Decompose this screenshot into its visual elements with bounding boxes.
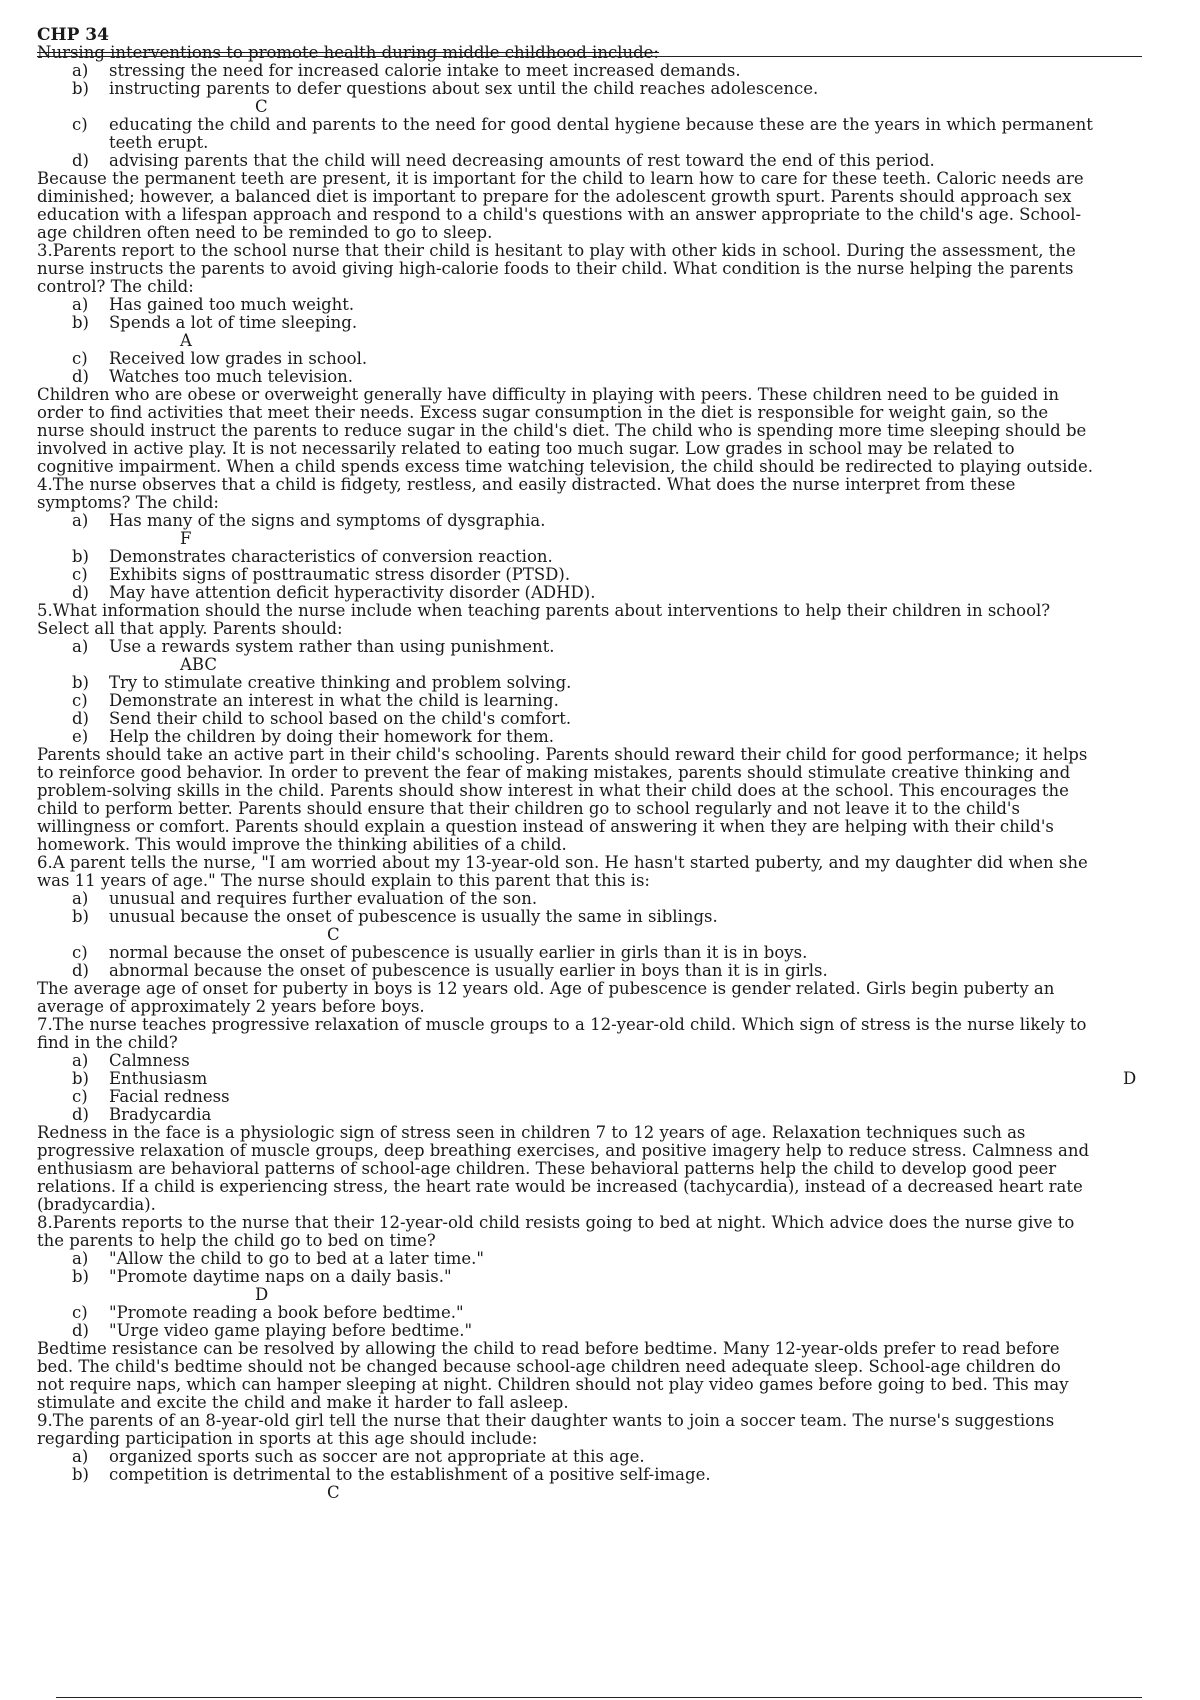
q5-answer: ABC bbox=[180, 655, 217, 674]
top-rule bbox=[37, 56, 1142, 57]
q7-stem: 7.The nurse teaches progressive relaxation of muscle groups to a 12-year-old child. Which sign of stress is the nurse likely to find in the child? bbox=[37, 1015, 1087, 1052]
q8-stem: 8.Parents reports to the nurse that their 12-year-old child resists going to bed at night. Which advice does the nurse give to the parents to help the child go to bed on time? bbox=[37, 1213, 1075, 1250]
q3-answer: A bbox=[180, 331, 192, 350]
bottom-rule bbox=[56, 1697, 1142, 1698]
chapter-title: CHP 34 bbox=[37, 25, 109, 45]
q7-answer: D bbox=[1123, 1069, 1137, 1088]
q3-stem: 3.Parents report to the school nurse that their child is hesitant to play with other kids in school. During the assessment, the nurse instructs the parents to avoid giving high-calorie foods to their child. What condition is the nurse helping the parents control? The child: bbox=[37, 241, 1076, 296]
q9-answer: C bbox=[327, 1483, 340, 1502]
q2-rationale: Because the permanent teeth are present, it is important for the child to learn how to care for these teeth. Caloric needs are diminished; however, a balanced diet is important to prepare for the adolescent growth spurt. Parents should approach sex education with a lifespan approach and respond to a child's questions with an answer appropriate to the child's age. School- age children often need to be reminded to go to sleep. bbox=[37, 169, 1084, 242]
q9-stem: 9.The parents of an 8-year-old girl tell the nurse that their daughter wants to join a soccer team. The nurse's suggestions regarding participation in sports at this age should include: bbox=[37, 1411, 1055, 1448]
q6-stem: 6.A parent tells the nurse, "I am worried about my 13-year-old son. He hasn't started puberty, and my daughter did when she was 11 years of age." The nurse should explain to this parent that this is: bbox=[37, 853, 1088, 890]
q2-answer: C bbox=[255, 97, 268, 116]
q3-rationale: Children who are obese or overweight generally have difficulty in playing with peers. These children need to be guided in order to find activities that meet their needs. Excess sugar consumption in the diet is responsible for weight gain, so the nurse should instruct the parents to reduce sugar in the child's diet. The child who is spending more time sleeping should be involved in active play. It is not necessarily related to eating too much sugar. Low grades in school may be related to cognitive impairment. When a child spends excess time watching television, the child should be redirected to playing outside. bbox=[37, 385, 1093, 476]
q8-rationale: Bedtime resistance can be resolved by allowing the child to read before bedtime. Many 12-year-olds prefer to read before bed. The child's bedtime should not be changed because school-age children need adequate sleep. School-age children do not require naps, which can hamper sleeping at night. Children should not play video games before going to bed. This may stimulate and excite the child and make it harder to fall asleep. bbox=[37, 1339, 1069, 1412]
q4-stem: 4.The nurse observes that a child is fidgety, restless, and easily distracted. What does the nurse interpret from these symptoms? The child: bbox=[37, 475, 1016, 512]
question-2-stem: Nursing interventions to promote health during middle childhood include: bbox=[37, 43, 659, 62]
q8-answer: D bbox=[255, 1285, 269, 1304]
q5-stem: 5.What information should the nurse include when teaching parents about interventions to help their children in school? Select all that apply. Parents should: bbox=[37, 601, 1051, 638]
q7-rationale: Redness in the face is a physiologic sign of stress seen in children 7 to 12 years of age. Relaxation techniques such as progressive relaxation of muscle groups, deep breathing exercises, and positive imagery help to reduce stress. Calmness and enthusiasm are behavioral patterns of school-age children. These behavioral patterns help the child to develop good peer relations. If a child is experiencing stress, the heart rate would be increased (tachycardia), instead of a decreased heart rate (bradycardia). bbox=[37, 1123, 1090, 1214]
q6-answer: C bbox=[327, 925, 340, 944]
q5-rationale: Parents should take an active part in their child's schooling. Parents should reward their child for good performance; it helps to reinforce good behavior. In order to prevent the fear of making mistakes, parents should stimulate creative thinking and problem-solving skills in the child. Parents should show interest in what their child does at the school. This encourages the child to perform better. Parents should ensure that their children go to school regularly and not leave it to the child's willingness or comfort. Parents should explain a question instead of answering it when they are helping with their child's homework. This would improve the thinking abilities of a child. bbox=[37, 745, 1088, 854]
q6-rationale: The average age of onset for puberty in boys is 12 years old. Age of pubescence is gender related. Girls begin puberty an average of approximately 2 years before boys. bbox=[37, 979, 1055, 1016]
q4-answer: F bbox=[180, 529, 192, 548]
document-page: CHP 34 Nursing interventions to promote health during middle childhood include: a) stressing the need for increased calorie intake to meet increased demands. b) instructing parents to defer questions about sex until the child reaches adolescence. C c) educating the child and parents to the need for good dental hygiene because these are the years in which permanent teeth erupt. d) advising parents that the child will need decreasing amounts of rest toward the end of this period. Because the permanent teeth are present, it is important for the child to learn how to care for these teeth. Caloric needs are diminished; however, a balanced diet is important to prepare for the adolescent growth spurt. Parents should approach sex education with a lifespan approach and respond to a child's questions with an answer appropriate to the child's age. School- age children often need to be reminded to go to sleep. 3.Parents report to the school nurse that their child is hesitant to play with other kids in school. During the assessment, the nurse instructs the parents to avoid giving high-calorie foods to their child. What condition is the nurse helping the parents control? The child: a) Has gained too much weight. b) Spends a lot of time sleeping. A c) Received low grades in school. d) Watches too much television. Children who are obese or overweight generally have difficulty in playing with peers. These children need to be guided in order to find activities that meet their needs. Excess sugar consumption in the diet is responsible for weight gain, so the nurse should instruct the parents to reduce sugar in the child's diet. The child who is spending more time sleeping should be involved in active play. It is not necessarily related to eating too much sugar. Low grades in school may be related to cognitive impairment. When a child spends excess time watching television, the child should be redirected to playing outside. 4.The nurse observes that a child is fidgety, restless, and easily distracted. What does the nurse interpret from these symptoms? The child: a) Has many of the signs and symptoms of dysgraphia. F b) Demonstrates characteristics of conversion reaction. c) Exhibits signs of posttraumatic stress disorder (PTSD). d) May have attention deficit hyperactivity disorder (ADHD). 5.What information should the nurse include when teaching parents about interventions to help their children in school? Select all that apply. Parents should: a) Use a rewards system rather than using punishment. ABC b) Try to stimulate creative thinking and problem solving. c) Demonstrate an interest in what the child is learning. d) Send their child to school based on the child's comfort. e) Help the children by doing their homework for them. Parents should take an active part in their child's schooling. Parents should reward their child for good performance; it helps to reinforce good behavior. In order to prevent the fear of making mistakes, parents should stimulate creative thinking and problem-solving skills in the child. Parents should show interest in what their child does at the school. This encourages the child to perform better. Parents should ensure that their children go to school regularly and not leave it to the child's willingness or comfort. Parents should explain a question instead of answering it when they are helping with their child's homework. This would improve the thinking abilities of a child. 6.A parent tells the nurse, "I am worried about my 13-year-old son. He hasn't started puberty, and my daughter did when she was 11 years of age." The nurse should explain to this parent that this is: a) unusual and requires further evaluation of the son. b) unusual because the onset of pubescence is usually the same in siblings. C c) normal because the onset of pubescence is usually earlier in girls than it is in boys. d) abnormal because the onset of pubescence is usually earlier in boys than it is in girls. The average age of onset for puberty in boys is 12 years old. Age of pubescence is gender related. Girls begin puberty an average of approximately 2 years before boys. 7.The nurse teaches progressive relaxation of muscle groups to a 12-year-old child. Which sign of stress is the nurse likely to find in the child? a) Calmness b) Enthusiasm D c) Facial redness d) Bradycardia Redness in the face is a physiologic sign of stress seen in children 7 to 12 years of age. Relaxation techniques such as progressive relaxation of muscle groups, deep breathing exercises, and positive imagery help to reduce stress. Calmness and enthusiasm are behavioral patterns of school-age children. These behavioral patterns help the child to develop good peer relations. If a child is experiencing stress, the heart rate would be increased (tachycardia), instead of a decreased heart rate (bradycardia). 8.Parents reports to the nurse that their 12-year-old child resists going to bed at night. Which advice does the nurse give to the parents to help the child go to bed on time? a) "Allow the child to go to bed at a later time." b) "Promote daytime naps on a daily basis." D c) "Promote reading a book before bedtime." d) "Urge video game playing before bedtime." Bedtime resistance can be resolved by allowing the child to read before bedtime. Many 12-year-olds prefer to read before bed. The child's bedtime should not be changed because school-age children need adequate sleep. School-age children do not require naps, which can hamper sleeping at night. Children should not play video games before going to bed. This may stimulate and excite the child and make it harder to fall asleep. 9.The parents of an 8-year-old girl tell the nurse that their daughter wants to join a soccer team. The nurse's suggestions regarding participation in sports at this age should include: a) organized sports such as soccer are not appropriate at this age. b) competition is detrimental to the establishment of a positive self-image. C bbox=[0, 0, 1200, 1700]
